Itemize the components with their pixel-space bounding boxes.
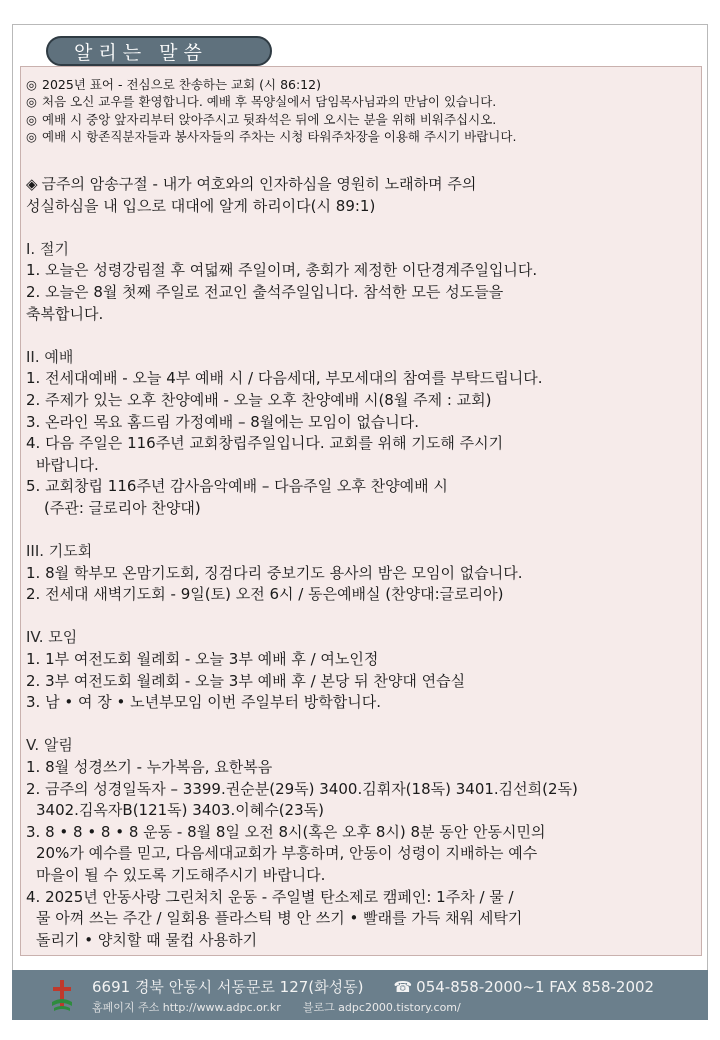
- announcement-body: [26, 174, 696, 951]
- list-item: 바랍니다.: [36, 455, 99, 474]
- list-item: 1. 1부 여전도회 월례회 - 오늘 3부 예배 후 / 여노인정: [26, 650, 379, 669]
- list-item: 마을이 될 수 있도록 기도해주시기 바랍니다.: [36, 866, 326, 884]
- list-item: 3. 온라인 목요 홈드림 가정예배 – 8월에는 모임이 없습니다.: [26, 412, 420, 431]
- web-line: [92, 999, 461, 1015]
- list-item: 2. 금주의 성경일독자 – 3399.권순분(29독) 3400.김휘자(18독) 3401.김선희(2독): [26, 779, 578, 798]
- list-item: 5. 교회창립 116주년 감사음악예배 – 다음주일 오후 찬양예배 시: [26, 477, 448, 496]
- list-item: 물 아껴 쓰는 주간 / 일회용 플라스틱 병 안 쓰기 • 빨래를 가득 채워 세탁기: [36, 909, 523, 928]
- list-item: 4. 다음 주일은 116주년 교회창립주일입니다. 교회를 위해 기도해 주시기: [26, 434, 504, 453]
- list-item: 2. 전세대 새벽기도회 - 9일(토) 오전 6시 / 동은예배실 (찬양대:글로리아): [26, 585, 504, 604]
- list-item: 1. 오늘은 성령강림절 후 여덟째 주일이며, 총회가 제정한 이단경계주일입니다.: [26, 261, 538, 280]
- list-item: 1. 8월 학부모 온맘기도회, 징검다리 중보기도 용사의 밤은 모임이 없습니다.: [26, 563, 523, 582]
- list-item: 축복합니다.: [26, 304, 104, 323]
- list-item: 3. 8 • 8 • 8 • 8 운동 - 8월 8일 오전 8시(혹은 오후 8시) 8분 동안 안동시민의: [26, 822, 546, 841]
- diamond-icon: ◈: [26, 175, 38, 193]
- notice-item: ◎ 처음 오신 교우를 환영합니다. 예배 후 목양실에서 담임목사님과의 만남이 있습니다.: [26, 94, 497, 110]
- list-item: 3. 남 • 여 장 • 노년부모임 이번 주일부터 방학합니다.: [26, 693, 381, 712]
- section-heading: V. 알림: [26, 736, 73, 755]
- list-item: 돌리기 • 양치할 때 물컵 사용하기: [36, 930, 258, 949]
- section-heading: II. 예배: [26, 347, 74, 366]
- contact-line: [92, 976, 654, 997]
- church-cross-logo-icon: [50, 978, 74, 1012]
- list-item: 2. 3부 여전도회 월례회 - 오늘 3부 예배 후 / 본당 뒤 찬양대 연습실: [26, 671, 466, 690]
- list-item: (주관: 글로리아 찬양대): [44, 498, 201, 517]
- section-heading: III. 기도회: [26, 542, 93, 561]
- list-item: 3402.김옥자B(121독) 3403.이혜수(23독): [36, 801, 324, 820]
- list-item: 2. 주제가 있는 오후 찬양예배 - 오늘 오후 찬양예배 시(8월 주제 : 교회): [26, 390, 492, 409]
- notice-item: ◎ 예배 시 항존직분자들과 봉사자들의 주차는 시청 타워주차장을 이용해 주시기 바랍니다.: [26, 129, 517, 145]
- list-item: 20%가 예수를 믿고, 다음세대교회가 부흥하며, 안동이 성령이 지배하는 예수: [36, 844, 538, 863]
- bullet-icon: ◎: [26, 77, 37, 92]
- blog-link[interactable]: 블로그 adpc2000.tistory.com/: [302, 1001, 461, 1014]
- notice-list: [26, 76, 696, 146]
- notice-item: ◎ 예배 시 중앙 앞자리부터 앉아주시고 뒷좌석은 뒤에 오시는 분을 위해 비워주십시오.: [26, 111, 497, 127]
- address-text: 6691 경북 안동시 서동문로 127(화성동): [92, 978, 364, 996]
- phone-text: 054-858-2000~1 FAX 858-2002: [416, 978, 655, 996]
- list-item: 2. 오늘은 8월 첫째 주일로 전교인 출석주일입니다. 참석한 모든 성도들을: [26, 282, 504, 301]
- bullet-icon: ◎: [26, 129, 37, 145]
- notice-item: ◎ 2025년 표어 - 전심으로 찬송하는 교회 (시 86:12): [26, 77, 321, 92]
- list-item: 4. 2025년 안동사랑 그린처치 운동 - 주일별 탄소제로 캠페인: 1주차 / 물 /: [26, 887, 514, 906]
- section-heading: I. 절기: [26, 239, 69, 258]
- bullet-icon: ◎: [26, 111, 37, 127]
- phone-icon: ☎: [393, 978, 413, 996]
- church-footer: [12, 970, 708, 1020]
- page-title: [46, 36, 272, 66]
- section-heading: IV. 모임: [26, 628, 78, 647]
- homepage-link[interactable]: 홈페이지 주소 http://www.adpc.or.kr: [92, 1001, 281, 1014]
- bullet-icon: ◎: [26, 94, 37, 110]
- list-item: 1. 8월 성경쓰기 - 누가복음, 요한복음: [26, 758, 273, 777]
- memory-verse-cont: 성실하심을 내 입으로 대대에 알게 하리이다(시 89:1): [26, 196, 376, 215]
- list-item: 1. 전세대예배 - 오늘 4부 예배 시 / 다음세대, 부모세대의 참여를 부탁드립니다.: [26, 369, 543, 388]
- memory-verse: ◈ 금주의 암송구절 - 내가 여호와의 인자하심을 영원히 노래하며 주의: [26, 174, 696, 196]
- page-title-text: 알리는 말씀: [74, 41, 208, 64]
